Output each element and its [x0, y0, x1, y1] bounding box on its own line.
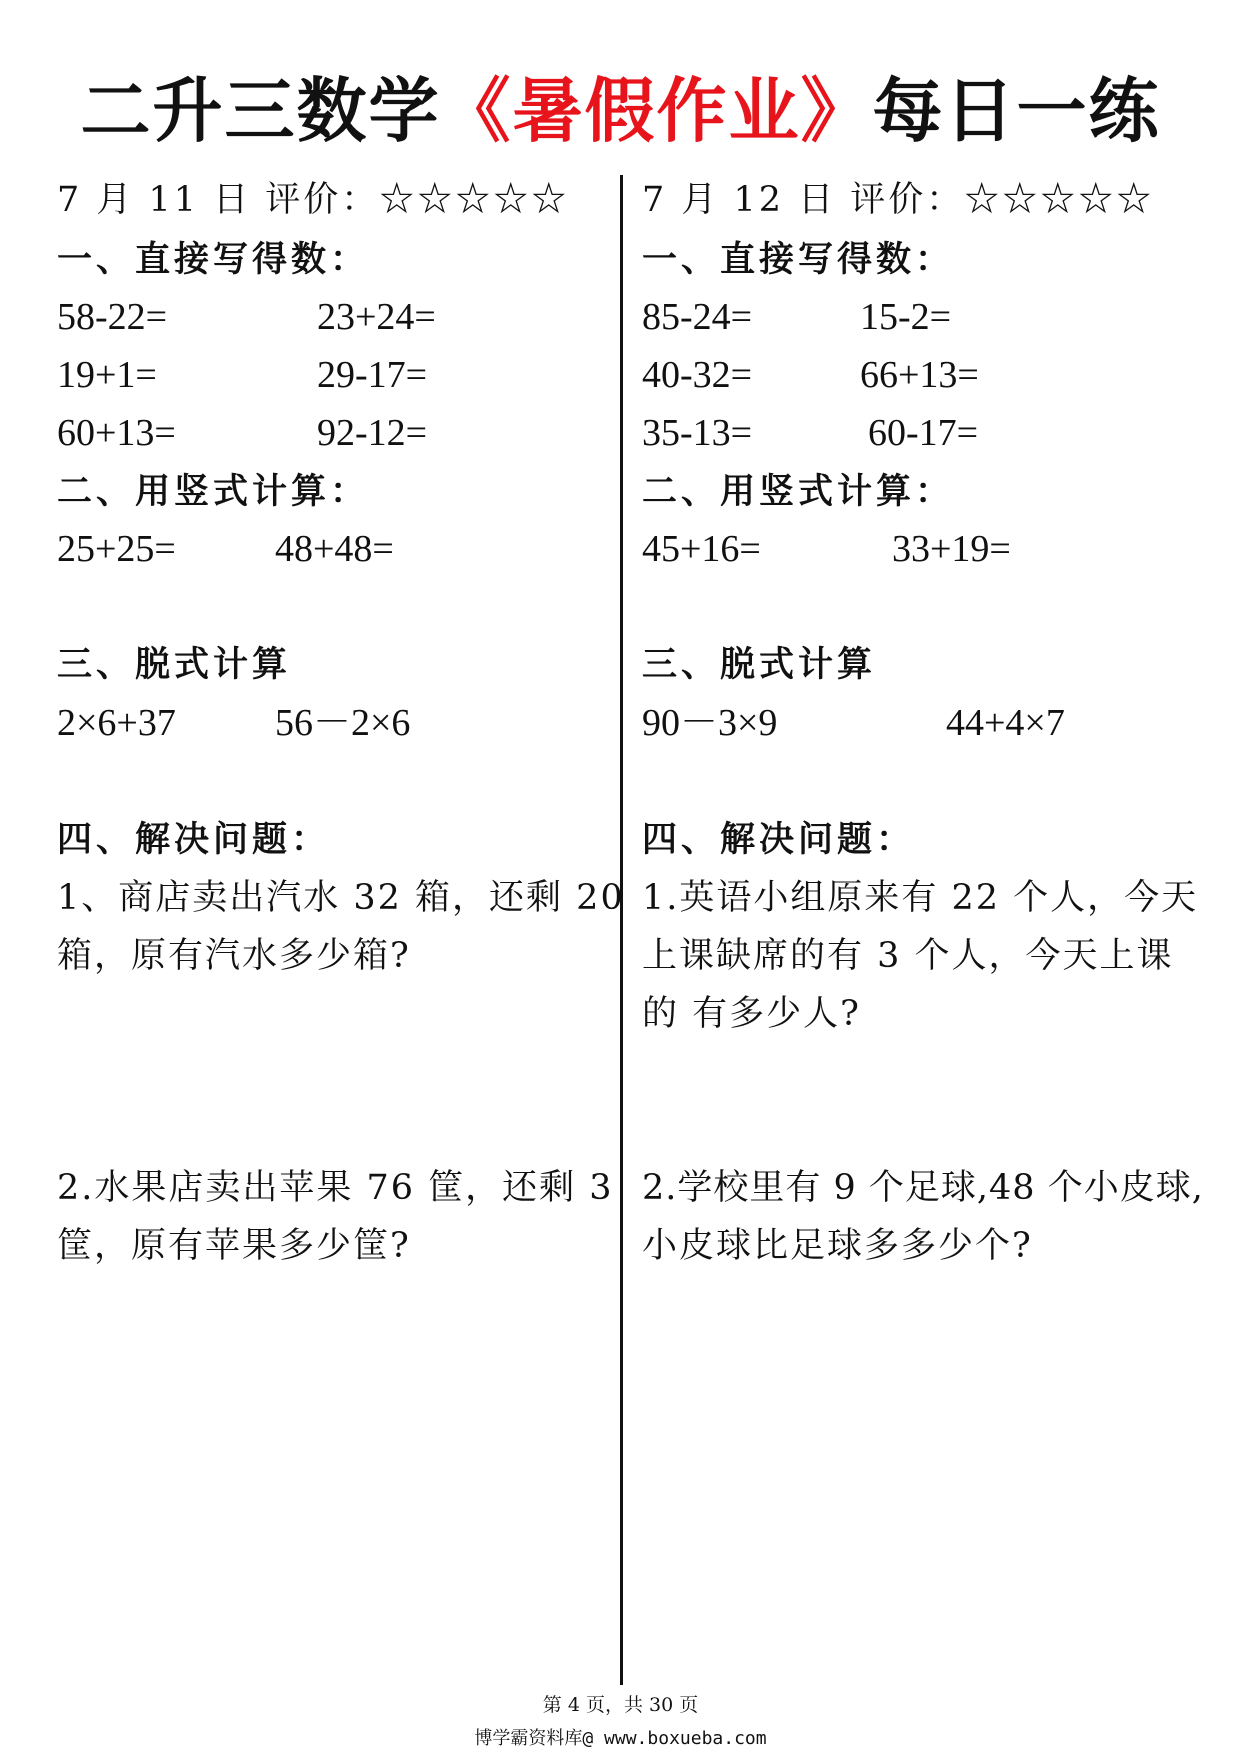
left-section-vertical: 二、用竖式计算： [57, 471, 370, 512]
right-oral-item: 85-24= [642, 296, 753, 338]
left-section-oral: 一、直接写得数： [57, 239, 370, 280]
site-watermark: 博学霸资料库@ www.boxueba.com [474, 1728, 767, 1749]
right-vertical-item: 33+19= [892, 528, 1011, 570]
right-problem2-line: 小皮球比足球多多少个? [642, 1226, 1033, 1266]
page-number: 第 4 页，共 30 页 [542, 1694, 699, 1716]
right-oral-item: 40-32= [642, 354, 753, 396]
title-prefix: 二升三数学 [80, 70, 441, 152]
right-column [642, 0, 1241, 1754]
left-oral-item: 29-17= [317, 354, 428, 396]
left-oral-item: 58-22= [57, 296, 168, 338]
left-oral-item: 60+13= [57, 412, 176, 454]
left-date-header: 7 月 11 日 评价：☆☆☆☆☆ [57, 180, 570, 220]
right-stepwise-item: 90－3×9 [642, 702, 778, 744]
left-vertical-item: 25+25= [57, 528, 176, 570]
right-section-stepwise: 三、脱式计算 [642, 644, 877, 685]
left-problem2-line: 筐，原有苹果多少筐? [57, 1226, 411, 1266]
left-oral-item: 92-12= [317, 412, 428, 454]
left-vertical-item: 48+48= [275, 528, 394, 570]
left-problem1-line: 箱，原有汽水多少箱? [57, 936, 411, 976]
right-section-problems: 四、解决问题： [642, 819, 916, 860]
right-vertical-item: 45+16= [642, 528, 761, 570]
left-stepwise-item: 56－2×6 [275, 702, 411, 744]
right-section-oral: 一、直接写得数： [642, 239, 955, 280]
left-stepwise-item: 2×6+37 [57, 702, 176, 744]
title-suffix: 每日一练 [872, 70, 1161, 152]
right-stepwise-item: 44+4×7 [946, 702, 1065, 744]
left-oral-item: 23+24= [317, 296, 436, 338]
right-section-vertical: 二、用竖式计算： [642, 471, 955, 512]
title-highlight: 《暑假作业》 [440, 70, 873, 152]
right-oral-item: 35-13= [642, 412, 753, 454]
left-column [57, 0, 667, 1754]
left-problem2-line: 2.水果店卖出苹果 76 筐，还剩 3 [57, 1168, 614, 1208]
right-oral-item: 66+13= [860, 354, 979, 396]
left-problem1-line: 1、商店卖出汽水 32 箱，还剩 20 [57, 878, 625, 918]
left-section-problems: 四、解决问题： [57, 819, 331, 860]
right-problem2-line: 2.学校里有 9 个足球,48 个小皮球, [642, 1168, 1204, 1208]
right-oral-item: 15-2= [860, 296, 952, 338]
right-date-header: 7 月 12 日 评价：☆☆☆☆☆ [642, 180, 1155, 220]
right-problem1-line: 1.英语小组原来有 22 个人，今天 [642, 878, 1199, 918]
right-oral-item: 60-17= [868, 412, 979, 454]
right-problem1-line: 上课缺席的有 3 个人，今天上课 [642, 936, 1174, 976]
left-section-stepwise: 三、脱式计算 [57, 644, 292, 685]
left-oral-item: 19+1= [57, 354, 157, 396]
right-problem1-line: 的 有多少人? [642, 994, 861, 1034]
